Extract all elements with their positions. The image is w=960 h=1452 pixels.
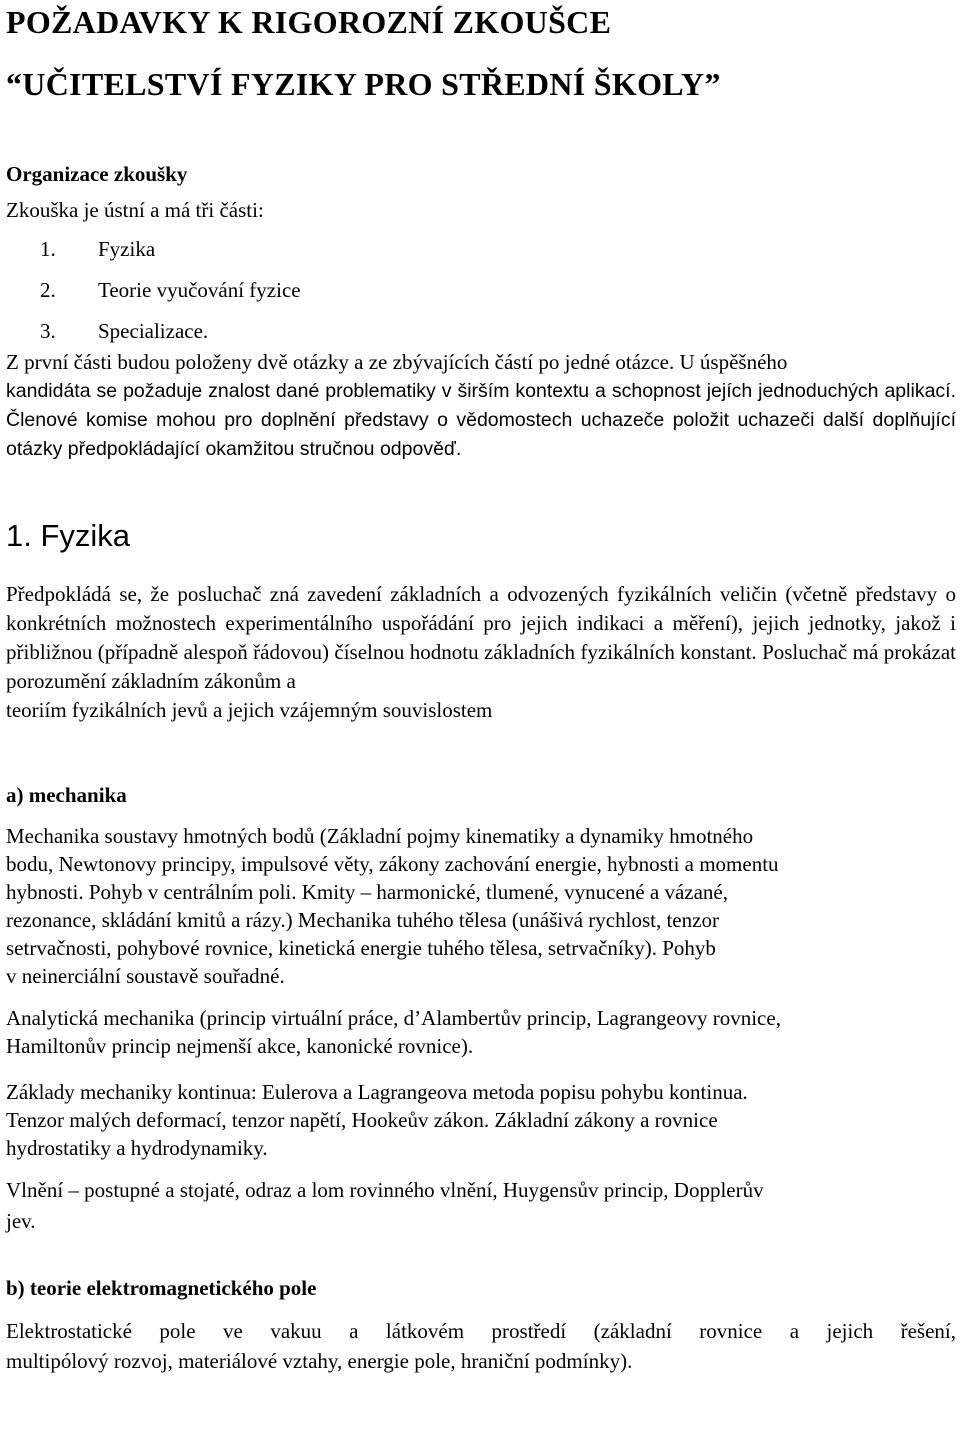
parts-list — [6, 235, 956, 358]
list-item — [6, 276, 956, 317]
organization-intro: Zkouška je ústní a má tři části: — [6, 198, 264, 222]
text-line: Elektrostatické pole ve vakuu a látkovém prostředí (základní rovnice a jejich řešení, — [6, 1319, 956, 1343]
mechanics-paragraph-4 — [6, 1174, 956, 1236]
text-line: bodu, Newtonovy principy, impulsové věty, zákony zachování energie, hybnosti a momentu — [6, 852, 779, 876]
physics-heading: 1. Fyzika — [6, 518, 131, 553]
organization-paragraph-rest: kandidáta se požaduje znalost dané problematiky v širším kontextu a schopnost jejích jednoduchých aplikací. Členové komise mohou pro doplnění představy o vědomostech uchazeče položit uchazeči další doplňující otázky předpokládající okamžitou stručnou odpověď. — [6, 380, 956, 460]
physics-intro-end: teoriím fyzikálních jevů a jejich vzájemným souvislostem — [6, 698, 493, 722]
list-item-number: 1. — [40, 237, 56, 261]
text-line: hybnosti. Pohyb v centrálním poli. Kmity – harmonické, tlumené, vynucené a vázané, — [6, 880, 728, 904]
title-line-2: “UČITELSTVÍ FYZIKY PRO STŘEDNÍ ŠKOLY” — [6, 66, 721, 102]
text-line: jev. — [6, 1209, 36, 1233]
list-item-number: 3. — [40, 319, 56, 343]
title-line-1: POŽADAVKY K RIGOROZNÍ ZKOUŠCE — [6, 4, 612, 40]
text-line: Tenzor malých deformací, tenzor napětí, Hookeův zákon. Základní zákony a rovnice — [6, 1108, 718, 1132]
text-line: setrvačnosti, pohybové rovnice, kinetická energie tuhého tělesa, setrvačníky). Pohyb — [6, 936, 716, 960]
organization-paragraph-lead: Z první části budou položeny dvě otázky a ze zbývajících částí po jedné otázce. U úspěšného — [6, 350, 788, 374]
mechanics-paragraph-3 — [6, 1078, 956, 1162]
list-item-label: Specializace. — [98, 319, 209, 343]
document-page — [6, 0, 956, 1376]
physics-intro: Předpokládá se, že posluchač zná zavedení základních a odvozených fyzikálních veličin (včetně představy o konkrétních možnostech experimentálního uspořádání pro jejich indikaci a měření), jejich jednotky, jakož i přibližnou (případně alespoň řádovou) číselnou hodnotu základních fyzikálních konstant. Posluchač má prokázat porozumění základním zákonům a — [6, 582, 956, 693]
list-item — [6, 235, 956, 276]
mechanics-paragraph-1 — [6, 822, 956, 990]
list-item-label: Fyzika — [98, 237, 156, 261]
text-line: Analytická mechanika (princip virtuální práce, d’Alambertův princip, Lagrangeovy rovnice, — [6, 1006, 781, 1030]
organization-heading: Organizace zkoušky — [6, 162, 188, 186]
em-heading: b) teorie elektromagnetického pole — [6, 1276, 317, 1300]
text-line: Vlnění – postupné a stojaté, odraz a lom rovinného vlnění, Huygensův princip, Dopplerův — [6, 1178, 764, 1202]
text-line: Mechanika soustavy hmotných bodů (Základní pojmy kinematiky a dynamiky hmotného — [6, 824, 754, 848]
list-item-label: Teorie vyučování fyzice — [98, 278, 301, 302]
text-line: v neinerciální soustavě souřadné. — [6, 964, 285, 988]
list-item-number: 2. — [40, 278, 56, 302]
text-line: Hamiltonův princip nejmenší akce, kanonické rovnice). — [6, 1034, 474, 1058]
mechanics-paragraph-2 — [6, 1004, 956, 1060]
mechanics-heading: a) mechanika — [6, 783, 127, 807]
text-line: hydrostatiky a hydrodynamiky. — [6, 1136, 268, 1160]
em-paragraph-1 — [6, 1316, 956, 1376]
text-line: multipólový rozvoj, materiálové vztahy, energie pole, hraniční podmínky). — [6, 1349, 633, 1373]
text-line: Základy mechaniky kontinua: Eulerova a Lagrangeova metoda popisu pohybu kontinua. — [6, 1080, 748, 1104]
text-line: rezonance, skládání kmitů a rázy.) Mechanika tuhého tělesa (unášivá rychlost, tenzor — [6, 908, 719, 932]
